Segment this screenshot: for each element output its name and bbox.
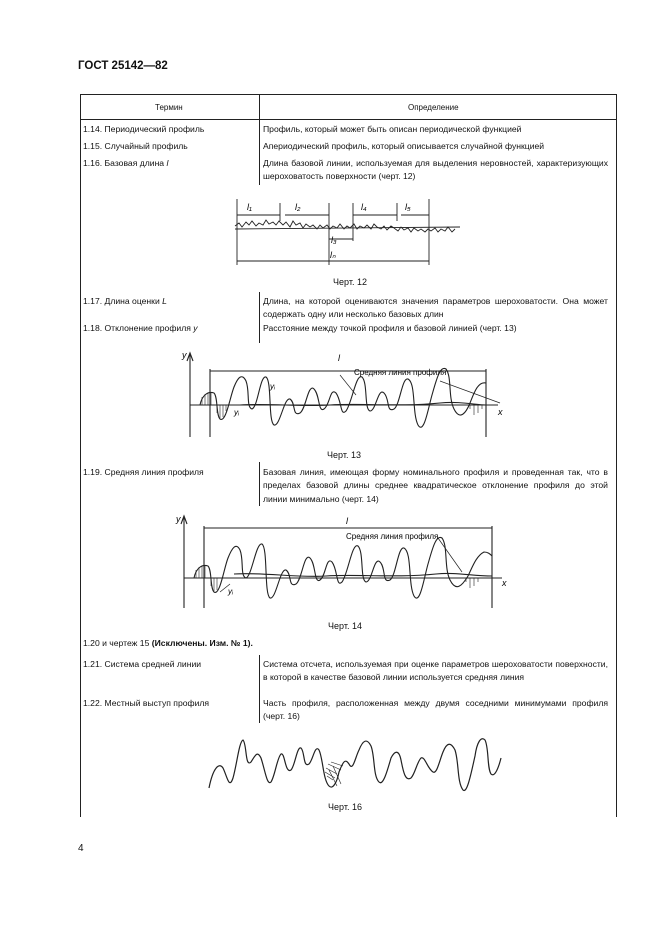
figure-14-diagram: [172, 512, 512, 617]
column-divider: [259, 292, 260, 343]
column-divider: [259, 655, 260, 723]
term-symbol: l: [166, 158, 169, 168]
definition-1-21: Система отсчета, используемая при оценке параметров шероховатости поверхности, в которой в качестве базовой линии используется средняя линия: [263, 659, 608, 683]
figure-16-diagram: [205, 728, 505, 798]
label-yi: yᵢ: [228, 587, 233, 596]
definition-1-22: Часть профиля, расположенная между двумя соседними минимумами профиля (черт. 16): [263, 698, 608, 722]
label-yi-2: yᵢ: [234, 408, 239, 417]
term-text: 1.17. Длина оценки: [83, 296, 163, 306]
label-l1: l₁: [247, 202, 252, 212]
label-mean-line: Средняя линия профиля: [346, 532, 439, 541]
term-text: 1.16. Базовая длина: [83, 158, 167, 168]
table-left-border: [80, 94, 81, 817]
label-l: l: [338, 353, 340, 363]
figure-14-caption: Черт. 14: [328, 621, 362, 631]
term-1-20: [83, 637, 483, 650]
term-1-15: 1.15. Случайный профиль: [83, 141, 188, 151]
figure-12-caption: Черт. 12: [333, 277, 367, 287]
term-text: 1.18. Отклонение профиля: [83, 323, 194, 333]
table-header-divider: [80, 119, 616, 120]
term-1-21: 1.21. Система средней линии: [83, 659, 202, 669]
definition-1-19: Базовая линия, имеющая форму номинального профиля и проведенная так, что в пределах базовой длины среднее квадратическое отклонение профиля до этой линии минимально (черт. 14): [263, 467, 608, 504]
definition-1-18: Расстояние между точкой профиля и базовой линией (черт. 13): [263, 323, 517, 333]
definition-1-14: Профиль, который может быть описан периодической функцией: [263, 124, 522, 134]
figure-12-diagram: [225, 193, 470, 271]
label-l: l: [346, 516, 348, 526]
term-symbol: y: [193, 323, 198, 333]
axis-y-label: y: [182, 350, 187, 360]
label-mean-line: Средняя линия профиля: [354, 368, 447, 377]
figure-13-diagram: [180, 347, 510, 447]
term-text: 1.20 и чертеж 15: [83, 638, 152, 648]
label-yi: yᵢ: [270, 382, 275, 391]
column-divider: [259, 94, 260, 185]
label-l3: l₃: [331, 235, 337, 245]
axis-y-label: y: [176, 514, 181, 524]
term-1-19: 1.19. Средняя линия профиля: [83, 467, 204, 477]
axis-x-label: x: [498, 407, 503, 417]
page-number: 4: [78, 843, 84, 854]
term-1-16: [83, 157, 255, 170]
figure-13-caption: Черт. 13: [327, 450, 361, 460]
term-1-18: [83, 322, 255, 335]
term-bold: (Исключены. Изм. № 1).: [151, 638, 253, 648]
column-divider: [259, 462, 260, 506]
column-header-term: Термин: [155, 103, 183, 112]
term-1-14: 1.14. Периодический профиль: [83, 124, 205, 134]
definition-1-16: Длина базовой линии, используемая для выделения неровностей, характеризующих шероховатость поверхности (черт. 12): [263, 158, 608, 182]
term-1-22: 1.22. Местный выступ профиля: [83, 698, 210, 708]
label-l2: l₂: [295, 202, 301, 212]
document-header: ГОСТ 25142—82: [78, 60, 168, 72]
table-right-border: [616, 94, 617, 817]
axis-x-label: x: [502, 578, 507, 588]
definition-1-17: Длина, на которой оцениваются значения параметров шероховатости. Она может содержать одну или несколько базовых длин: [263, 296, 608, 320]
figure-16-caption: Черт. 16: [328, 802, 362, 812]
column-header-definition: Определение: [408, 103, 459, 112]
label-l4: l₄: [361, 202, 367, 212]
term-symbol: L: [162, 296, 167, 306]
label-ln: lₙ: [330, 250, 336, 260]
term-1-17: [83, 295, 255, 308]
label-l5: l₅: [405, 202, 411, 212]
definition-1-15: Апериодический профиль, который описывается случайной функцией: [263, 141, 545, 151]
table-top-border: [80, 94, 616, 95]
